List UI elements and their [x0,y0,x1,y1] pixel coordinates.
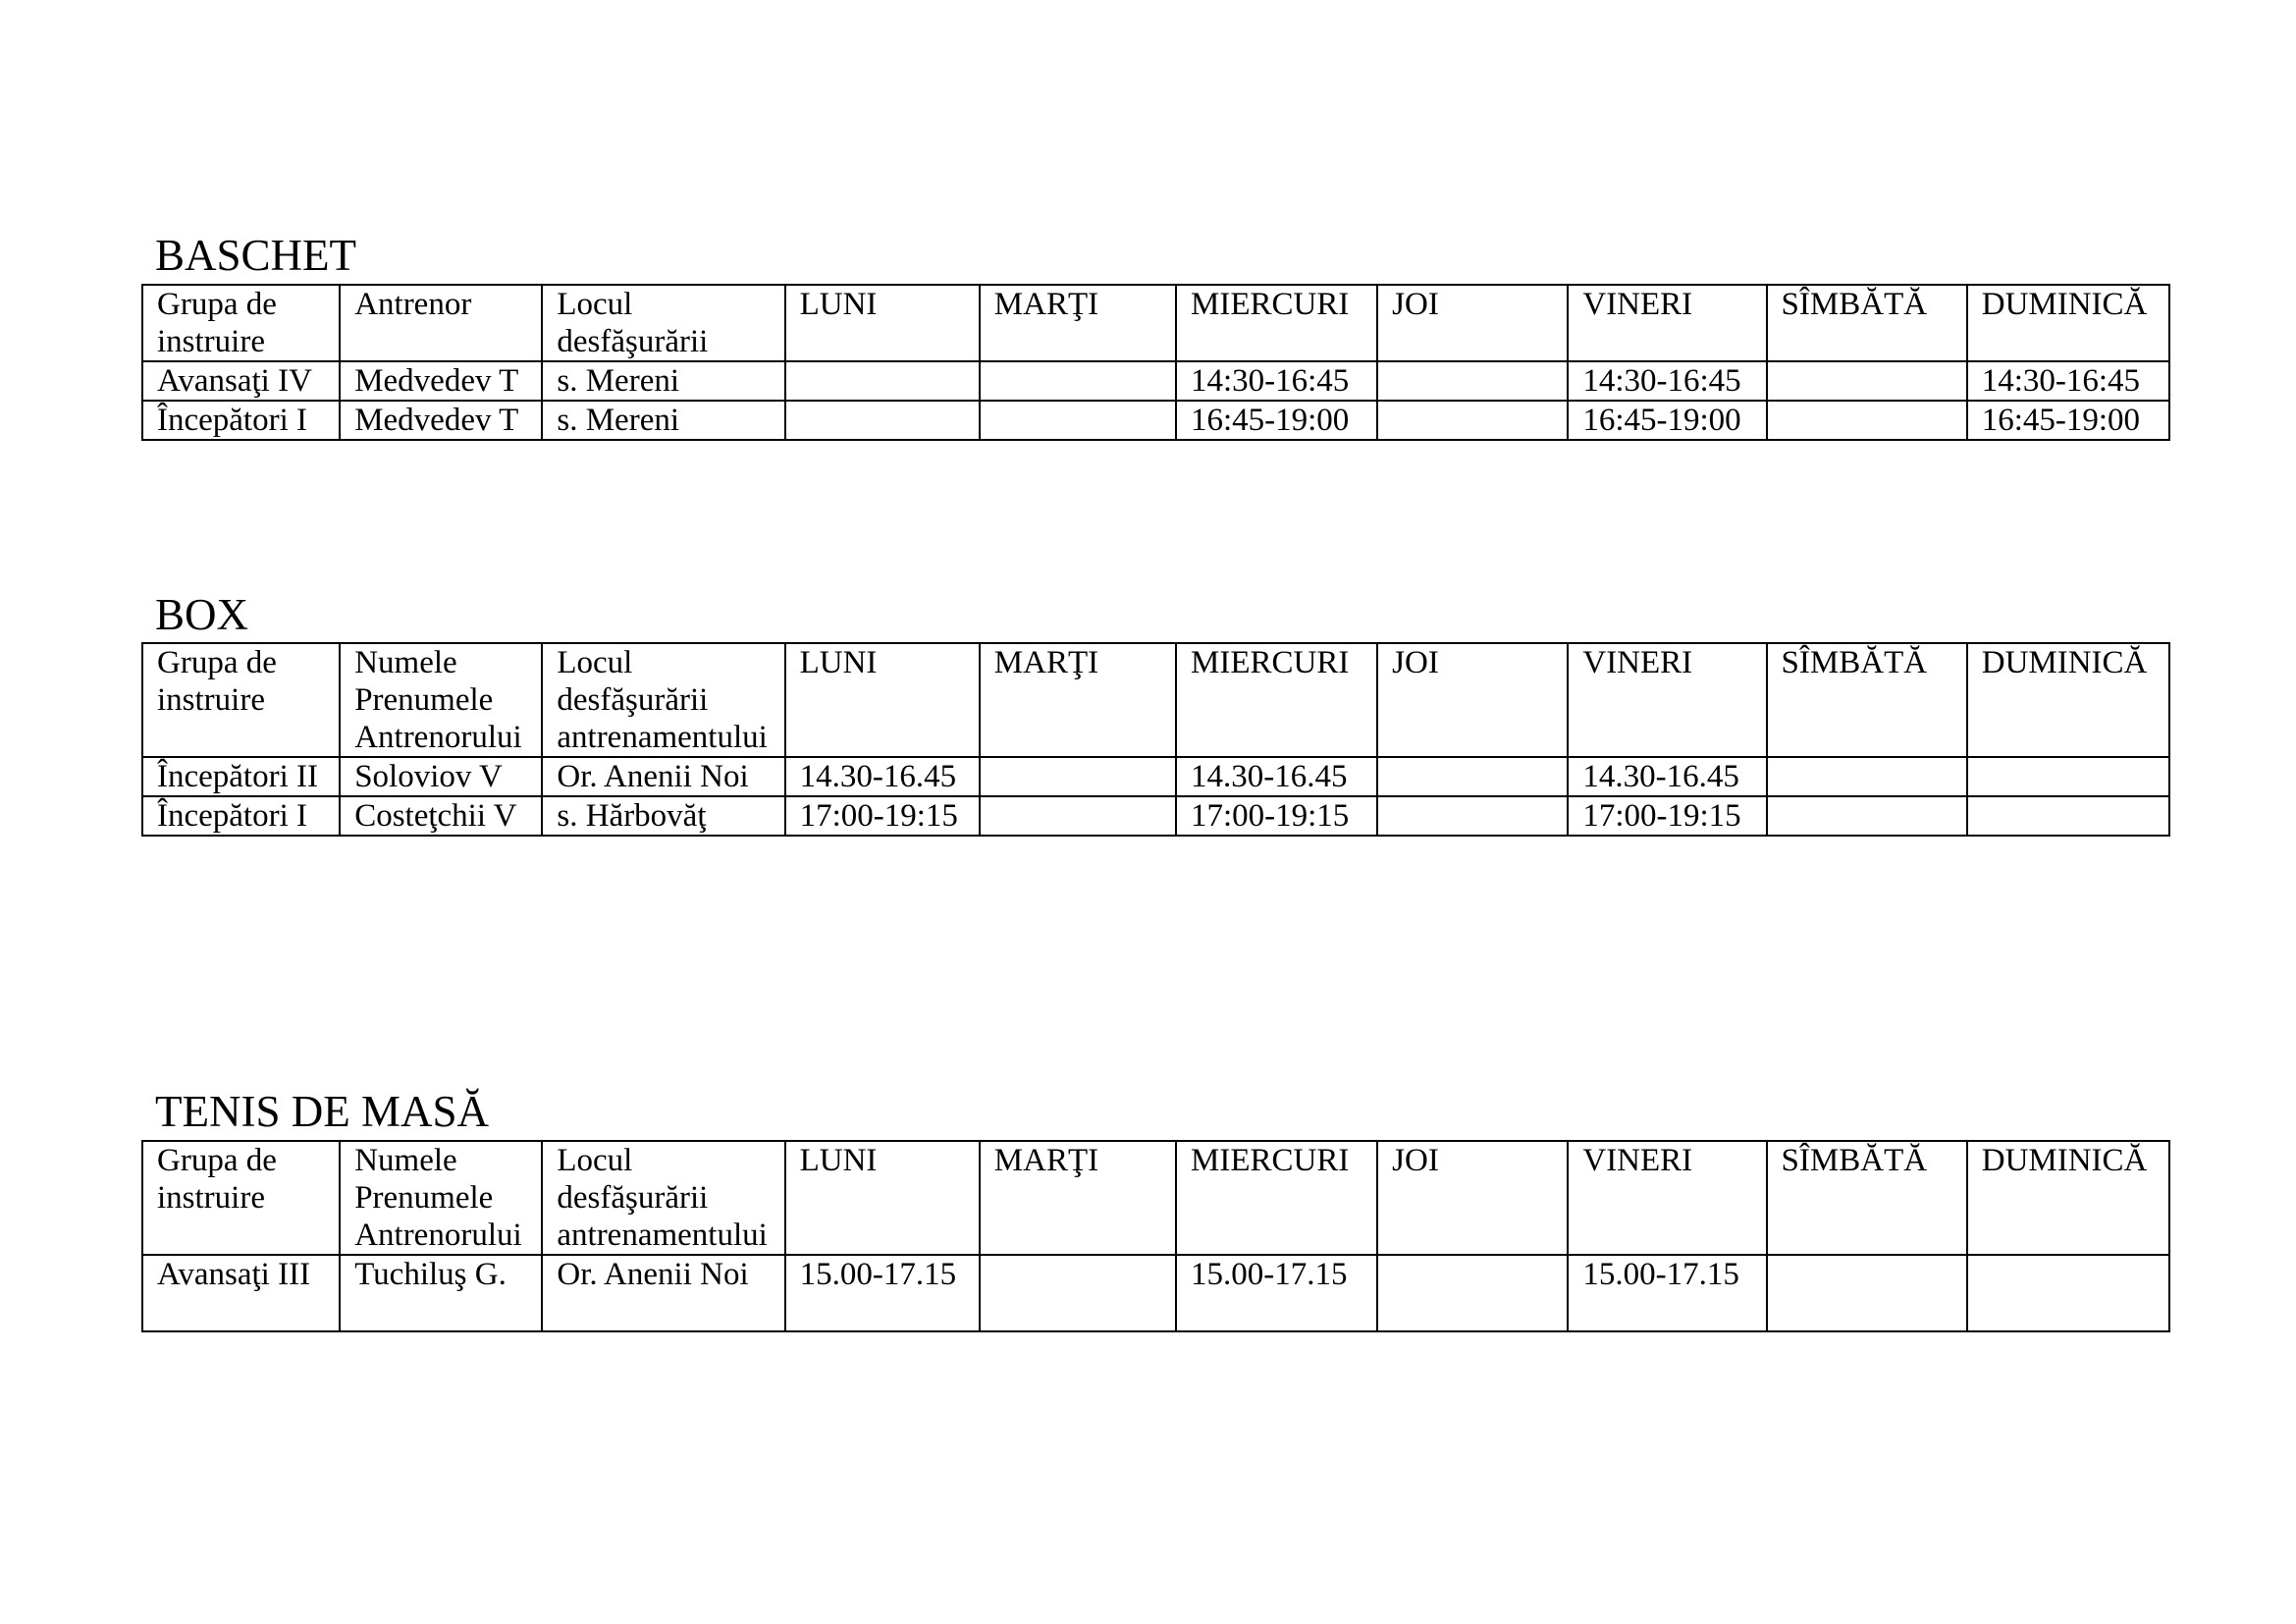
cell-location: s. Mereni [542,361,784,401]
table-row [142,796,2169,836]
header-cell-tuesday: MARŢI [980,285,1176,361]
cell-thursday [1377,757,1568,796]
header-line: Prenumele [354,682,494,718]
table-row [142,361,2169,401]
cell-coach: Medvedev T [340,401,542,440]
cell-saturday [1767,361,1967,401]
cell-thursday [1377,361,1568,401]
header-cell-location [542,643,784,757]
cell-thursday [1377,1255,1568,1331]
cell-friday: 16:45-19:00 [1568,401,1766,440]
cell-group: Avansaţi III [142,1255,340,1331]
cell-coach: Medvedev T [340,361,542,401]
header-line: Locul [557,287,633,322]
cell-group: Începători I [142,401,340,440]
cell-tuesday [980,757,1176,796]
cell-location: Or. Anenii Noi [542,1255,784,1331]
header-cell-wednesday: MIERCURI [1176,285,1377,361]
cell-location: s. Mereni [542,401,784,440]
header-cell-location [542,1141,784,1255]
cell-sunday [1967,796,2169,836]
header-cell-group [142,285,340,361]
schedule-table-table-tennis [141,1140,2170,1332]
header-line: instruire [157,324,265,359]
header-cell-coach [340,1141,542,1255]
header-line: antrenamentului [557,1218,768,1253]
header-cell-saturday: SÎMBĂTĂ [1767,285,1967,361]
table-row [142,757,2169,796]
header-line: instruire [157,1180,265,1216]
cell-monday [785,401,980,440]
cell-tuesday [980,361,1176,401]
header-line: antrenamentului [557,720,768,755]
header-cell-friday: VINERI [1568,285,1766,361]
section-title-box: BOX [155,590,249,639]
cell-friday: 14.30-16.45 [1568,757,1766,796]
header-cell-tuesday: MARŢI [980,643,1176,757]
section-title-table-tennis: TENIS DE MASĂ [155,1087,490,1136]
header-line: Numele [354,1143,457,1178]
header-line: Antrenor [354,287,472,322]
header-line: desfăşurării [557,324,709,359]
header-cell-thursday: JOI [1377,285,1568,361]
cell-saturday [1767,1255,1967,1331]
header-cell-coach [340,643,542,757]
header-cell-sunday: DUMINICĂ [1967,643,2169,757]
cell-coach: Costeţchii V [340,796,542,836]
cell-monday: 17:00-19:15 [785,796,980,836]
section-title-baschet: BASCHET [155,231,357,280]
table-header-row [142,643,2169,757]
header-cell-sunday: DUMINICĂ [1967,285,2169,361]
cell-location: Or. Anenii Noi [542,757,784,796]
table-header-row [142,285,2169,361]
cell-monday: 15.00-17.15 [785,1255,980,1331]
header-line: Numele [354,645,457,680]
header-cell-monday: LUNI [785,285,980,361]
cell-friday: 15.00-17.15 [1568,1255,1766,1331]
cell-wednesday: 16:45-19:00 [1176,401,1377,440]
cell-saturday [1767,401,1967,440]
header-cell-thursday: JOI [1377,1141,1568,1255]
cell-friday: 14:30-16:45 [1568,361,1766,401]
header-line: Antrenorului [354,1218,522,1253]
header-line: Grupa de [157,287,277,322]
cell-sunday [1967,757,2169,796]
header-line: Locul [557,1143,633,1178]
cell-coach: Tuchiluş G. [340,1255,542,1331]
header-line: Locul [557,645,633,680]
cell-tuesday [980,1255,1176,1331]
cell-saturday [1767,757,1967,796]
cell-wednesday: 14.30-16.45 [1176,757,1377,796]
cell-wednesday: 17:00-19:15 [1176,796,1377,836]
header-cell-wednesday: MIERCURI [1176,643,1377,757]
header-line: desfăşurării [557,1180,709,1216]
cell-saturday [1767,796,1967,836]
header-cell-saturday: SÎMBĂTĂ [1767,1141,1967,1255]
header-line: Grupa de [157,645,277,680]
table-row [142,401,2169,440]
cell-group: Începători I [142,796,340,836]
table-row [142,1255,2169,1331]
table-header-row [142,1141,2169,1255]
header-cell-friday: VINERI [1568,643,1766,757]
header-cell-saturday: SÎMBĂTĂ [1767,643,1967,757]
cell-location: s. Hărbovăţ [542,796,784,836]
header-line: Grupa de [157,1143,277,1178]
header-cell-sunday: DUMINICĂ [1967,1141,2169,1255]
header-cell-wednesday: MIERCURI [1176,1141,1377,1255]
schedule-table-box [141,642,2170,837]
cell-wednesday: 14:30-16:45 [1176,361,1377,401]
header-cell-thursday: JOI [1377,643,1568,757]
header-cell-group [142,1141,340,1255]
header-cell-monday: LUNI [785,1141,980,1255]
cell-wednesday: 15.00-17.15 [1176,1255,1377,1331]
cell-coach: Soloviov V [340,757,542,796]
header-line: Prenumele [354,1180,494,1216]
header-cell-location [542,285,784,361]
cell-thursday [1377,401,1568,440]
header-line: instruire [157,682,265,718]
cell-group: Avansaţi IV [142,361,340,401]
header-cell-group [142,643,340,757]
cell-sunday: 16:45-19:00 [1967,401,2169,440]
cell-group: Începători II [142,757,340,796]
header-cell-monday: LUNI [785,643,980,757]
cell-monday: 14.30-16.45 [785,757,980,796]
header-line: desfăşurării [557,682,709,718]
header-line: Antrenorului [354,720,522,755]
header-cell-coach [340,285,542,361]
header-cell-friday: VINERI [1568,1141,1766,1255]
cell-monday [785,361,980,401]
cell-thursday [1377,796,1568,836]
cell-tuesday [980,796,1176,836]
schedule-table-baschet [141,284,2170,441]
cell-friday: 17:00-19:15 [1568,796,1766,836]
header-cell-tuesday: MARŢI [980,1141,1176,1255]
cell-tuesday [980,401,1176,440]
cell-sunday [1967,1255,2169,1331]
cell-sunday: 14:30-16:45 [1967,361,2169,401]
